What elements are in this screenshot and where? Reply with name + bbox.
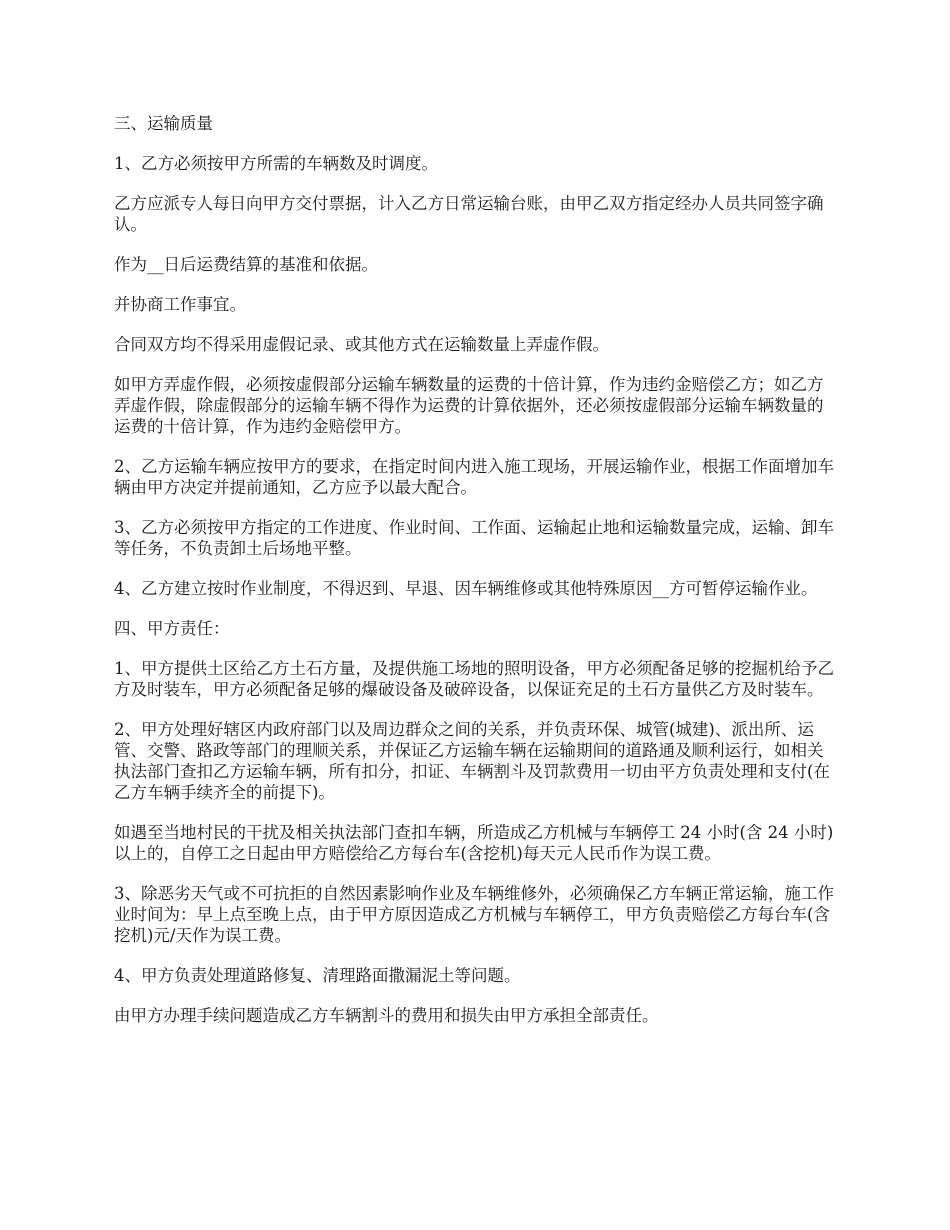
paragraph: 2、甲方处理好辖区内政府部门以及周边群众之间的关系，并负责环保、城管(城建)、派出所、运管、交警、路政等部门的理顺关系，并保证乙方运输车辆在运输期间的道路通及顺利运行，如相关执法部门查扣乙方运输车辆，所有扣分，扣证、车辆割斗及罚款费用一切由平方负责处理和支付(在乙方车辆手续齐全的前提下)。 <box>114 720 830 802</box>
paragraph: 4、乙方建立按时作业制度，不得迟到、早退、因车辆维修或其他特殊原因__方可暂停运输作业。 <box>114 579 818 598</box>
paragraph: 如甲方弄虚作假，必须按虚假部分运输车辆数量的运费的十倍计算，作为违约金赔偿乙方；如乙方弄虚作假，除虚假部分的运输车辆不得作为运费的计算依据外，还必须按虚假部分运输车辆数量的运费的十倍计算，作为违约金赔偿甲方。 <box>114 375 824 436</box>
section-heading-party-a-responsibilities: 四、甲方责任： <box>114 619 230 638</box>
paragraph: 1、甲方提供土区给乙方土石方量，及提供施工场地的照明设备，甲方必须配备足够的挖掘机给予乙方及时装车，甲方必须配备足够的爆破设备及破碎设备，以保证充足的土石方量供乙方及时装车。 <box>114 659 834 699</box>
paragraph: 作为__日后运费结算的基准和依据。 <box>114 255 378 274</box>
paragraph: 并协商工作事宜。 <box>114 295 246 314</box>
paragraph: 2、乙方运输车辆应按甲方的要求，在指定时间内进入施工现场，开展运输作业，根据工作面增加车辆由甲方决定并提前通知，乙方应予以最大配合。 <box>114 457 834 497</box>
paragraph: 3、乙方必须按甲方指定的工作进度、作业时间、工作面、运输起止地和运输数量完成，运输、卸车等任务，不负责卸土后场地平整。 <box>114 518 834 558</box>
paragraph: 乙方应派专人每日向甲方交付票据，计入乙方日常运输台账，由甲乙双方指定经办人员共同签字确认。 <box>114 194 824 234</box>
paragraph: 由甲方办理手续问题造成乙方车辆割斗的费用和损失由甲方承担全部责任。 <box>114 1006 659 1025</box>
paragraph: 1、乙方必须按甲方所需的车辆数及时调度。 <box>114 154 438 173</box>
document-body <box>114 113 838 1045</box>
paragraph: 如遇至当地村民的干扰及相关执法部门查扣车辆，所造成乙方机械与车辆停工 24 小时(含 24 小时)以上的，自停工之日起由甲方赔偿给乙方每台车(含挖机)每天元人民币作为误工费。 <box>114 823 834 863</box>
section-heading-transport-quality: 三、运输质量 <box>114 114 213 133</box>
paragraph: 3、除恶劣天气或不可抗拒的自然因素影响作业及车辆维修外，必须确保乙方车辆正常运输，施工作业时间为：早上点至晚上点，由于甲方原因造成乙方机械与车辆停工，甲方负责赔偿乙方每台车(含挖机)元/天作为误工费。 <box>114 884 834 945</box>
paragraph: 合同双方均不得采用虚假记录、或其他方式在运输数量上弄虚作假。 <box>114 335 609 354</box>
paragraph: 4、甲方负责处理道路修复、清理路面撒漏泥土等问题。 <box>114 966 521 985</box>
